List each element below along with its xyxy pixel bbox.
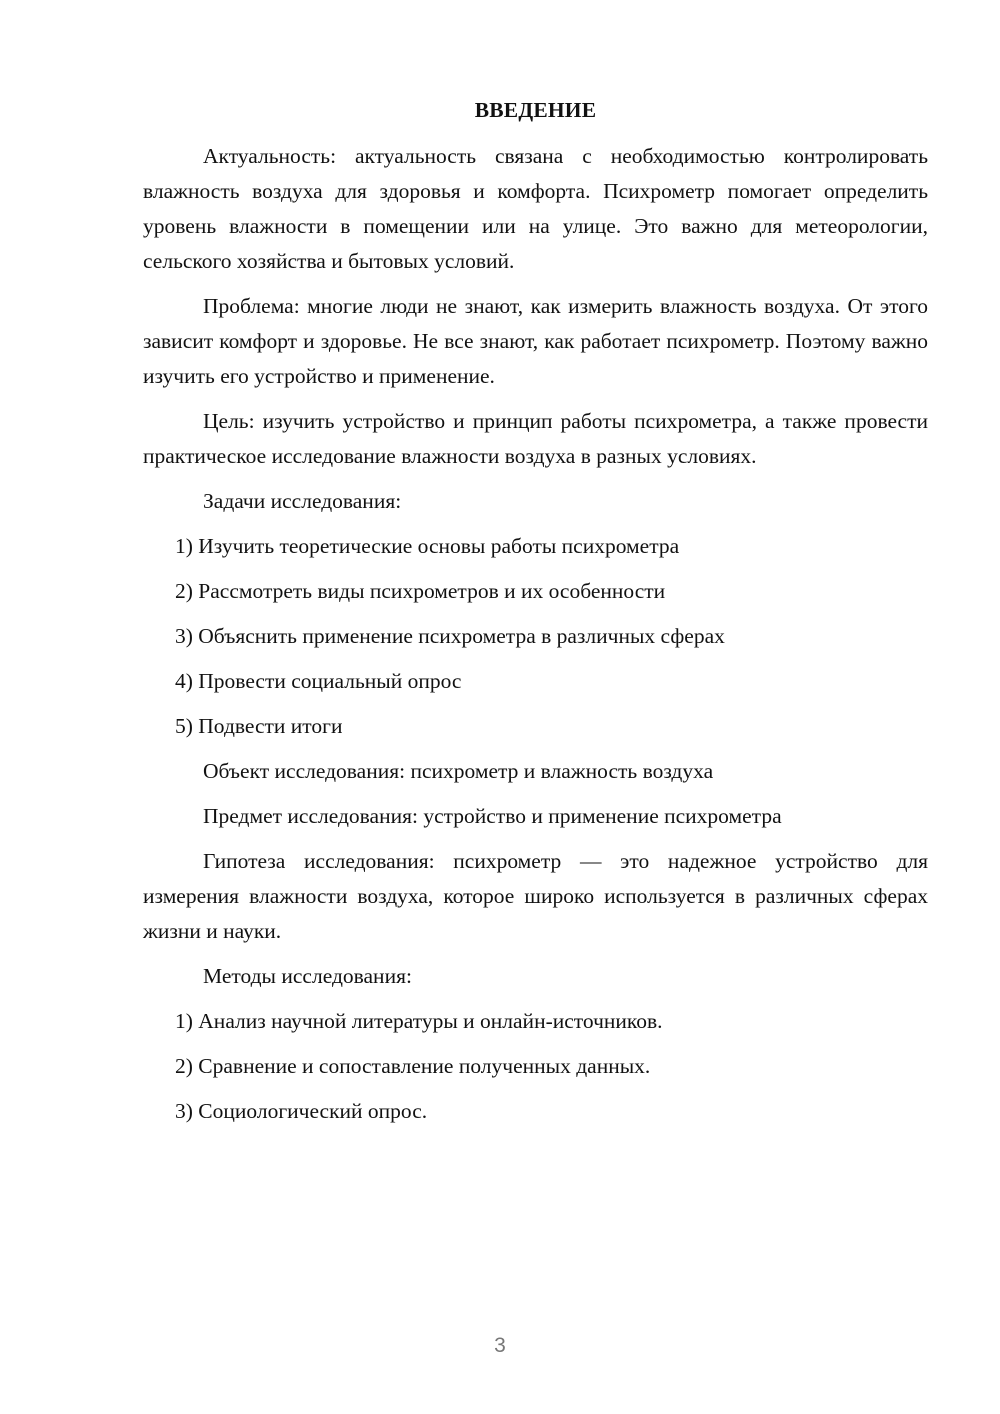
- task-item: 3) Объяснить применение психрометра в различных сферах: [175, 624, 725, 648]
- hypothesis-paragraph: Гипотеза исследования: психрометр — это надежное устройство для измерения влажности воздуха, которое широко используется в различных сферах жизни и науки.: [143, 849, 928, 943]
- method-item: 2) Сравнение и сопоставление полученных данных.: [175, 1054, 651, 1078]
- subject-paragraph: Предмет исследования: устройство и применение психрометра: [203, 804, 782, 828]
- page-content: [143, 95, 928, 1139]
- tasks-list: [143, 529, 928, 744]
- method-item: 1) Анализ научной литературы и онлайн-источников.: [175, 1009, 663, 1033]
- methods-list: [143, 1004, 928, 1129]
- page-number: 3: [494, 1334, 506, 1357]
- section-title: ВВЕДЕНИЕ: [474, 98, 597, 122]
- tasks-heading: Задачи исследования:: [203, 489, 402, 513]
- methods-heading: Методы исследования:: [203, 964, 412, 988]
- object-paragraph: Объект исследования: психрометр и влажность воздуха: [203, 759, 714, 783]
- task-item: 5) Подвести итоги: [175, 714, 343, 738]
- task-item: 2) Рассмотреть виды психрометров и их особенности: [175, 579, 666, 603]
- method-item: 3) Социологический опрос.: [175, 1099, 428, 1123]
- task-item: 1) Изучить теоретические основы работы психрометра: [175, 534, 680, 558]
- task-item: 4) Провести социальный опрос: [175, 669, 462, 693]
- relevance-paragraph: Актуальность: актуальность связана с необходимостью контролировать влажность воздуха для здоровья и комфорта. Психрометр помогает определить уровень влажности в помещении или на улице. Это важно для метеорологии, сельского хозяйства и бытовых условий.: [143, 144, 928, 273]
- goal-paragraph: Цель: изучить устройство и принцип работы психрометра, а также провести практическое исследование влажности воздуха в разных условиях.: [143, 409, 928, 468]
- problem-paragraph: Проблема: многие люди не знают, как измерить влажность воздуха. От этого зависит комфорт и здоровье. Не все знают, как работает психрометр. Поэтому важно изучить его устройство и применение.: [143, 294, 928, 388]
